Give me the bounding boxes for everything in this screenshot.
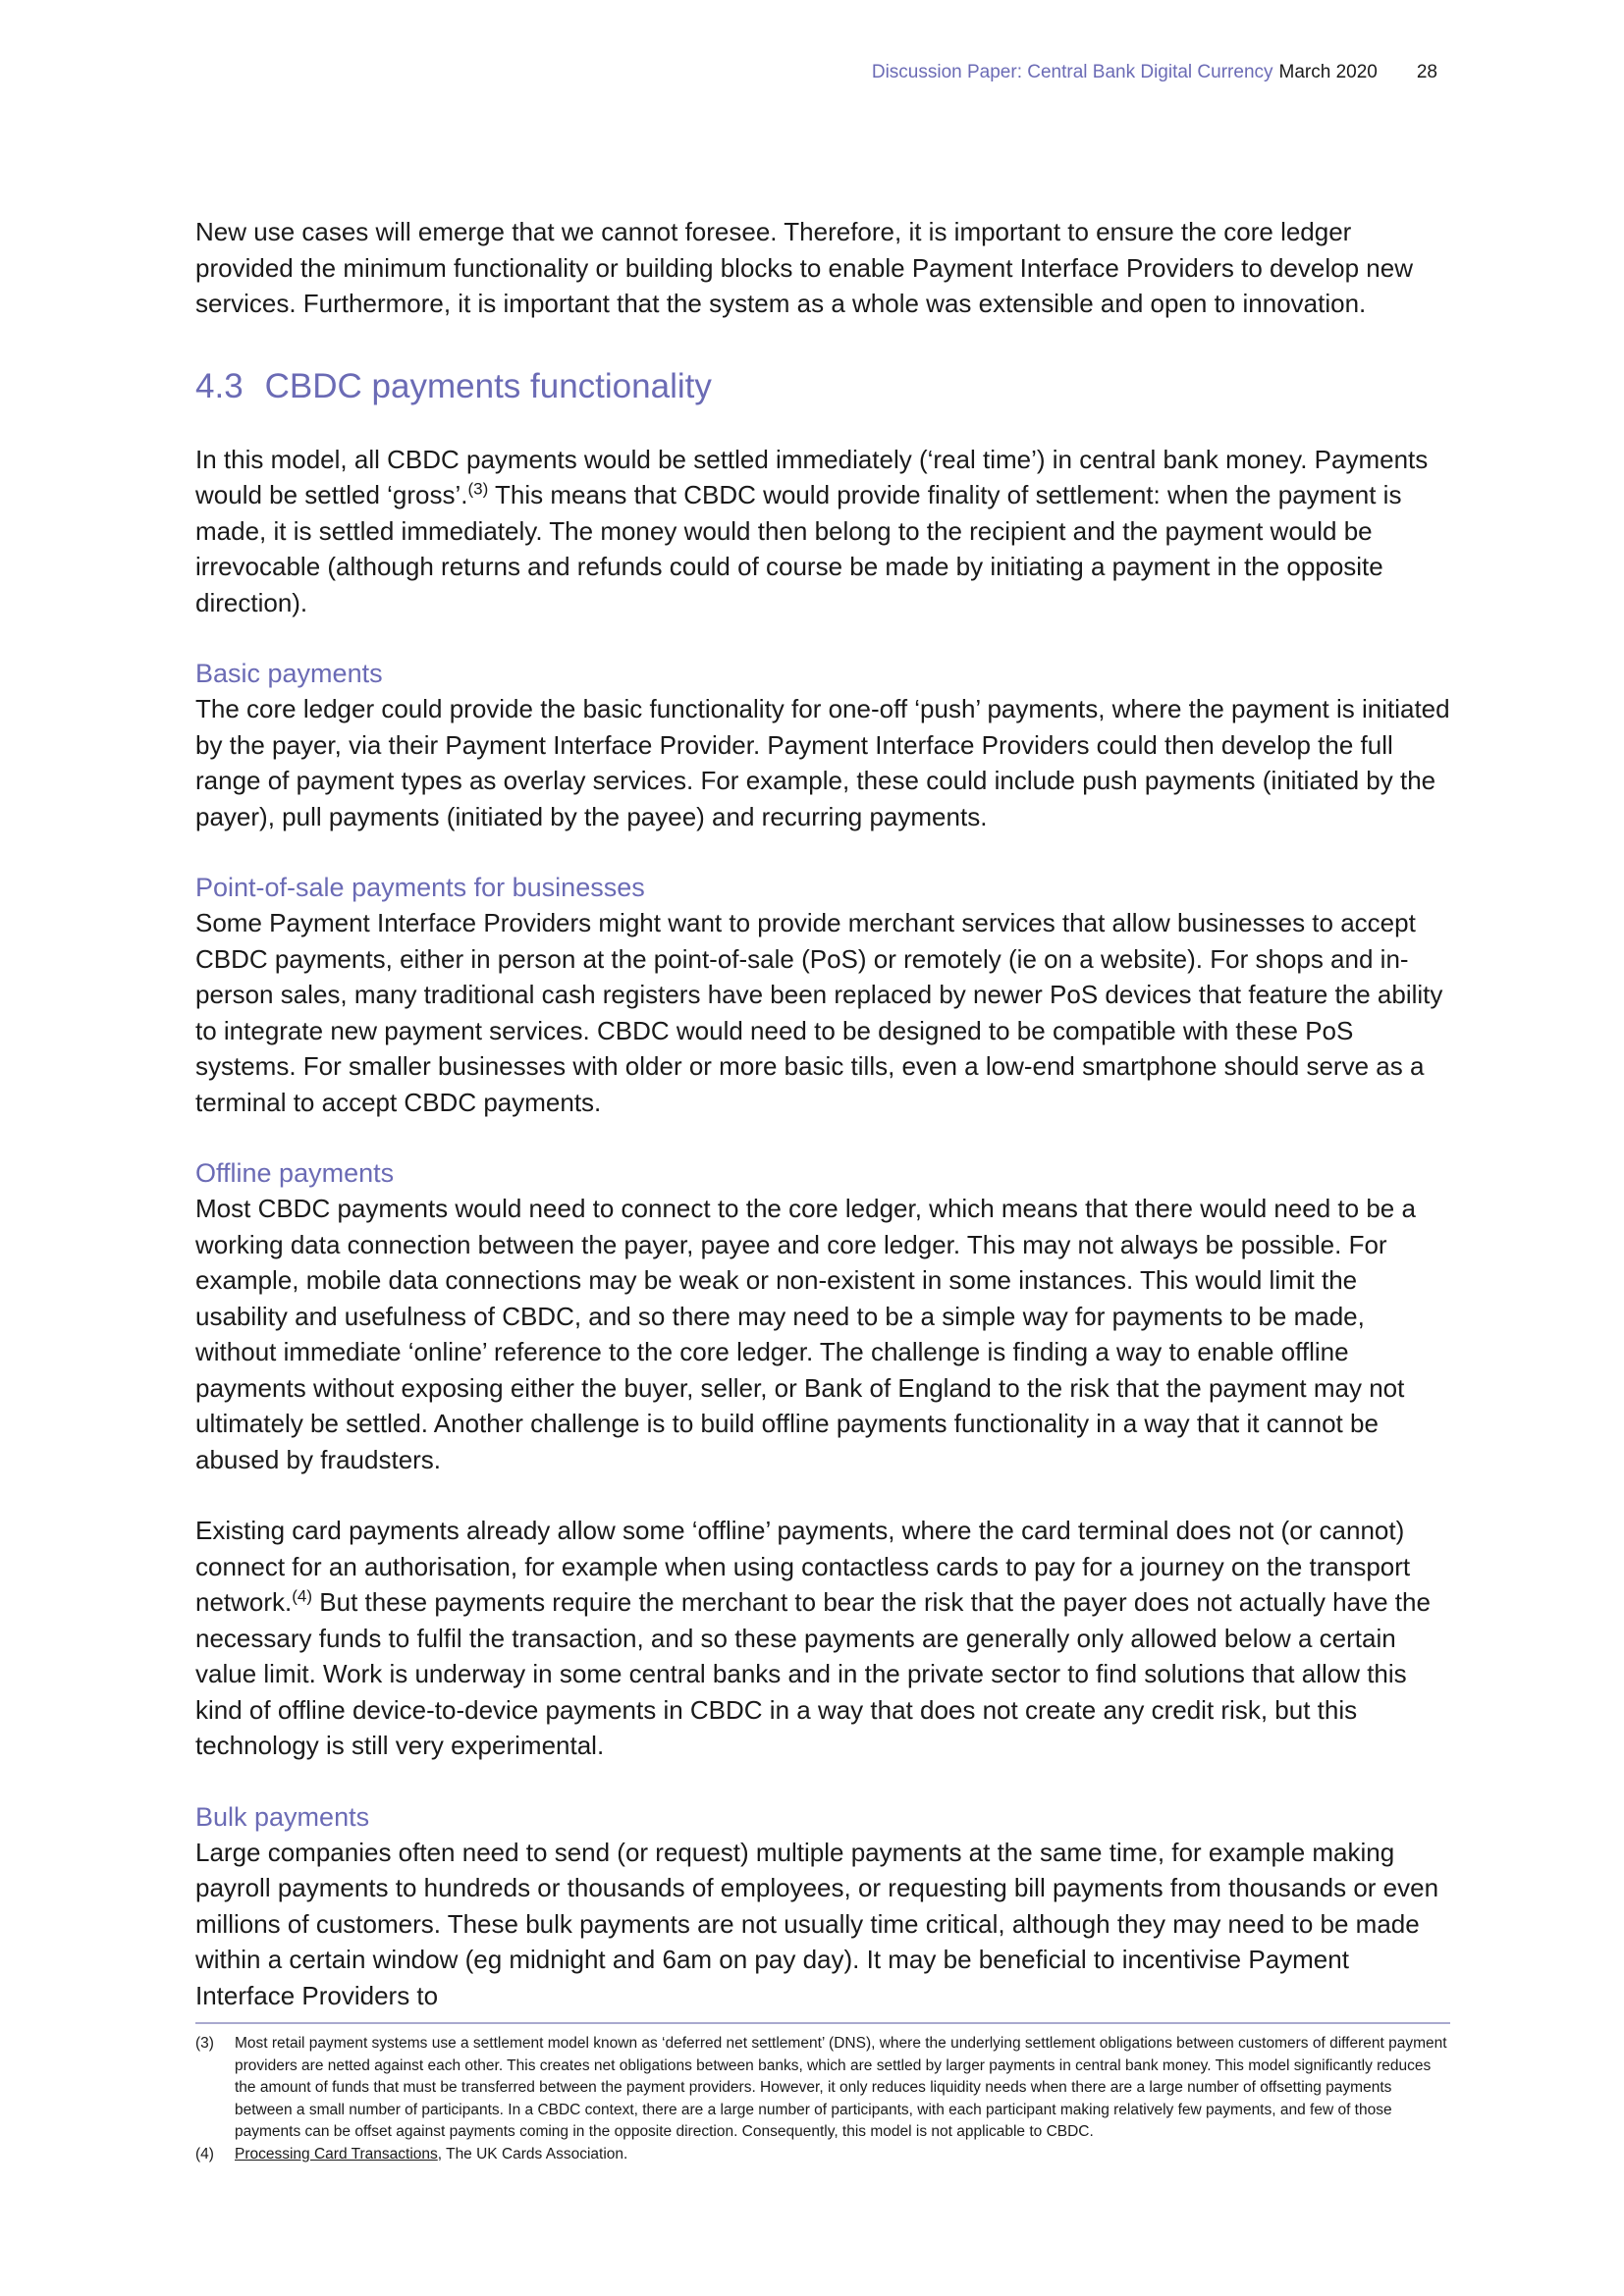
settlement-paragraph bbox=[195, 442, 1450, 621]
footnote-4 bbox=[195, 2144, 1450, 2166]
basic-payments-paragraph: The core ledger could provide the basic functionality for one-off ‘push’ payments, where the payment is initiated by the payer, via their Payment Interface Provider. Payment Interface Providers could then develop the full range of payment types as overlay services. For example, these could include push payments (initiated by the payer), pull payments (initiated by the payee) and recurring payments. bbox=[195, 694, 1450, 831]
bulk-payments-paragraph: Large companies often need to send (or request) multiple payments at the same time, for example making payroll payments to hundreds or thousands of employees, or requesting bill payments from thousands or even millions of customers. These bulk payments are not usually time critical, although they may need to be made within a certain window (eg midnight and 6am on pay day). It may be beneficial to incentivise Payment Interface Providers to bbox=[195, 1837, 1439, 2010]
section-number: 4.3 bbox=[195, 366, 244, 405]
offline-payments-paragraph-2 bbox=[195, 1513, 1450, 1764]
processing-card-transactions-link[interactable]: Processing Card Transactions bbox=[235, 2145, 438, 2163]
paragraph-gap bbox=[195, 1477, 1450, 1513]
offline-payments-heading: Offline payments bbox=[195, 1158, 395, 1188]
running-header bbox=[872, 61, 1437, 84]
settlement-text-b: This means that CBDC would provide finality of settlement: when the payment is made, it is settled immediately. The money would then belong to the recipient and the payment would be irrevocable (although returns and refunds could of course be made by initiating a payment in the opposite direction). bbox=[195, 480, 1402, 617]
footnote-text: , The UK Cards Association. bbox=[437, 2145, 628, 2163]
offline-payments-paragraph-1: Most CBDC payments would need to connect to the core ledger, which means that there would need to be a working data connection between the payer, payee and core ledger. This may not always be possible. For example, mobile data connections may be weak or non-existent in some instances. This would limit the usability and usefulness of CBDC, and so there may need to be a simple way for payments to be made, without immediate ‘online’ reference to the core ledger. The challenge is finding a way to enable offline payments without exposing either the buyer, seller, or Bank of England to the risk that the payment may not ultimately be settled. Another challenge is to build offline payments functionality in a way that it cannot be abused by fraudsters. bbox=[195, 1194, 1416, 1474]
footnote-divider bbox=[195, 2022, 1450, 2024]
offline-text-a: Existing card payments already allow some ‘offline’ payments, where the card terminal does not (or cannot) connect for an authorisation, for example when using contactless cards to pay for a journey on the transport network. bbox=[195, 1516, 1411, 1617]
section-heading bbox=[195, 365, 1450, 408]
bulk-payments-heading: Bulk payments bbox=[195, 1801, 370, 1832]
footnote-ref-3[interactable]: (3) bbox=[467, 479, 489, 499]
footnote-ref-4[interactable]: (4) bbox=[292, 1586, 313, 1606]
basic-payments-heading: Basic payments bbox=[195, 659, 383, 688]
page-number: 28 bbox=[1416, 62, 1437, 82]
intro-paragraph: New use cases will emerge that we cannot foresee. Therefore, it is important to ensure the core ledger provided the minimum functionality or building blocks to enable Payment Interface Providers to develop new services. Furthermore, it is important that the system as a whole was extensible and open to innovation. bbox=[195, 217, 1414, 318]
footnotes bbox=[195, 2022, 1450, 2166]
main-content bbox=[195, 214, 1450, 2013]
footnote-mark: (3) bbox=[195, 2035, 214, 2052]
pos-payments-heading: Point-of-sale payments for businesses bbox=[195, 873, 645, 902]
footnote-3 bbox=[195, 2033, 1450, 2144]
footnote-mark: (4) bbox=[195, 2145, 214, 2163]
offline-text-b: But these payments require the merchant to bear the risk that the payer does not actually have the necessary funds to fulfil the transaction, and so these payments are generally only allowed below a certain value limit. Work is underway in some central banks and in the private sector to find solutions that allow this kind of offline device-to-device payments in CBDC in a way that does not create any credit risk, but this technology is still very experimental. bbox=[195, 1587, 1431, 1760]
settlement-text-a: In this model, all CBDC payments would be settled immediately (‘real time’) in central bank money. Payments would be settled ‘gross’. bbox=[195, 444, 1429, 509]
pos-payments-paragraph: Some Payment Interface Providers might want to provide merchant services that allow businesses to accept CBDC payments, either in person at the point-of-sale (PoS) or remotely (ie on a website). For shops and in-person sales, many traditional cash registers have been replaced by newer PoS devices that feature the ability to integrate new payment services. CBDC would need to be designed to be compatible with these PoS systems. For smaller businesses with older or more basic tills, even a low-end smartphone should serve as a terminal to accept CBDC payments. bbox=[195, 908, 1443, 1117]
header-paper-title: Discussion Paper: Central Bank Digital Currency bbox=[871, 62, 1273, 82]
header-date: March 2020 bbox=[1278, 62, 1378, 82]
section-title: CBDC payments functionality bbox=[264, 366, 712, 405]
footnote-text: Most retail payment systems use a settlement model known as ‘deferred net settlement’ (DNS), where the underlying settlement obligations between customers of different payment providers are netted against each other. This creates net obligations between banks, which are settled by larger payments in central bank money. This model significantly reduces the amount of funds that must be transferred between the payment providers. However, it only reduces liquidity needs when there are a large number of offsetting payments between a small number of participants. In a CBDC context, there are a large number of participants, with each participant making relatively few payments, and few of those payments can be offset against payments coming in the opposite direction. Consequently, this model is not applicable to CBDC. bbox=[235, 2035, 1447, 2141]
